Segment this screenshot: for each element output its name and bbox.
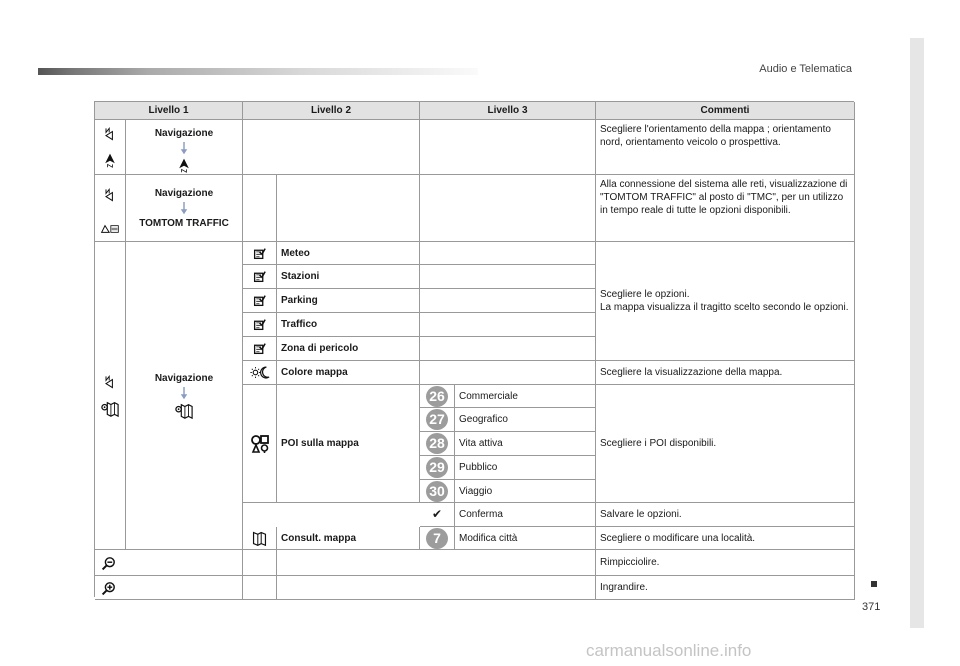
option-meteo[interactable]: Meteo (277, 242, 420, 265)
comment-poi: Scegliere i POI disponibili. (596, 385, 855, 503)
header-decor-bar (38, 68, 478, 75)
poi-pubblico[interactable]: Pubblico (455, 456, 596, 480)
comment-colore-mappa: Scegliere la visualizzazione della mappa. (596, 361, 855, 385)
map-book-icon[interactable] (251, 530, 268, 547)
page-marker (871, 581, 877, 587)
section-title: Audio e Telematica (759, 63, 852, 75)
map-north-icon[interactable] (102, 374, 118, 390)
map-settings-icon[interactable] (100, 400, 120, 418)
zoom-out-icon[interactable] (101, 555, 117, 571)
level2-traffic-label: Navigazione (154, 188, 214, 199)
option-parking[interactable]: Parking (277, 289, 420, 313)
poi-number-badge: 29 (426, 457, 448, 478)
conferma-label[interactable]: Conferma (455, 503, 596, 527)
down-arrow-icon (180, 387, 188, 400)
poi-commerciale[interactable]: Commerciale (455, 385, 596, 408)
map-north-icon[interactable] (102, 187, 118, 203)
tomtom-traffic-label: TOMTOM TRAFFIC (139, 218, 229, 229)
comment-zoom-out: Rimpicciolire. (596, 550, 855, 576)
header-livello-2: Livello 2 (243, 102, 420, 120)
checklist-icon[interactable] (253, 270, 266, 283)
level2-orientation-label: Navigazione (154, 128, 214, 139)
comment-zoom-in: Ingrandire. (596, 576, 855, 600)
poi-geografico[interactable]: Geografico (455, 408, 596, 432)
map-settings-icon[interactable] (174, 402, 194, 420)
consult-mappa-label[interactable]: Consult. mappa (277, 527, 420, 550)
checklist-icon[interactable] (253, 247, 266, 260)
comment-orientation: Scegliere l'orientamento della mappa ; orientamento nord, orientamento veicolo o prospettiva. (596, 120, 855, 175)
page-number: 371 (862, 601, 881, 613)
poi-icon[interactable] (250, 434, 270, 454)
map-north-icon[interactable] (102, 126, 118, 142)
level1-map-icons (95, 242, 126, 550)
traffic-icon[interactable] (100, 223, 120, 235)
zoom-in-icon[interactable] (101, 580, 117, 596)
modifica-citta-label[interactable]: Modifica città (455, 527, 596, 550)
check-icon[interactable]: ✔ (431, 507, 443, 521)
down-arrow-icon (180, 142, 188, 155)
option-zona-di-pericolo[interactable]: Zona di pericolo (277, 337, 420, 361)
poi-number-badge: 26 (426, 386, 448, 407)
day-night-icon[interactable] (250, 365, 270, 380)
poi-label[interactable]: POI sulla mappa (277, 385, 420, 503)
side-decor-bar (910, 38, 924, 628)
poi-number-badge: 28 (426, 433, 448, 454)
header-livello-1: Livello 1 (95, 102, 243, 120)
option-traffico[interactable]: Traffico (277, 313, 420, 337)
checklist-icon[interactable] (253, 318, 266, 331)
level2-map (126, 242, 243, 550)
poi-vita-attiva[interactable]: Vita attiva (455, 432, 596, 456)
features-table (94, 101, 854, 597)
colore-mappa-label[interactable]: Colore mappa (277, 361, 420, 385)
north-arrow-icon[interactable] (176, 157, 192, 173)
option-stazioni[interactable]: Stazioni (277, 265, 420, 289)
north-arrow-icon[interactable] (102, 152, 118, 168)
comment-consult-mappa: Scegliere o modificare una località. (596, 527, 855, 550)
comment-traffic: Alla connessione del sistema alle reti, visualizzazione di "TOMTOM TRAFFIC" al posto di "TMC", per un utilizzo in tempo reale di tutte le opzioni disponibili. (596, 175, 855, 242)
level1-traffic-icons (95, 175, 126, 242)
level2-map-label: Navigazione (154, 372, 214, 384)
comment-conferma: Salvare le opzioni. (596, 503, 855, 527)
down-arrow-icon (180, 202, 188, 215)
header-commenti: Commenti (596, 102, 855, 120)
level2-traffic (126, 175, 243, 242)
header-livello-3: Livello 3 (420, 102, 596, 120)
checklist-icon[interactable] (253, 342, 266, 355)
consult-number-badge: 7 (426, 528, 448, 549)
comment-options: Scegliere le opzioni. La mappa visualizza il tragitto scelto secondo le opzioni. (596, 242, 855, 361)
checklist-icon[interactable] (253, 294, 266, 307)
poi-viaggio[interactable]: Viaggio (455, 480, 596, 503)
poi-number-badge: 27 (426, 409, 448, 430)
poi-number-badge: 30 (426, 481, 448, 502)
level1-orientation-icons (95, 120, 126, 175)
level2-orientation (126, 120, 243, 175)
watermark: carmanualsonline.info (586, 641, 752, 660)
